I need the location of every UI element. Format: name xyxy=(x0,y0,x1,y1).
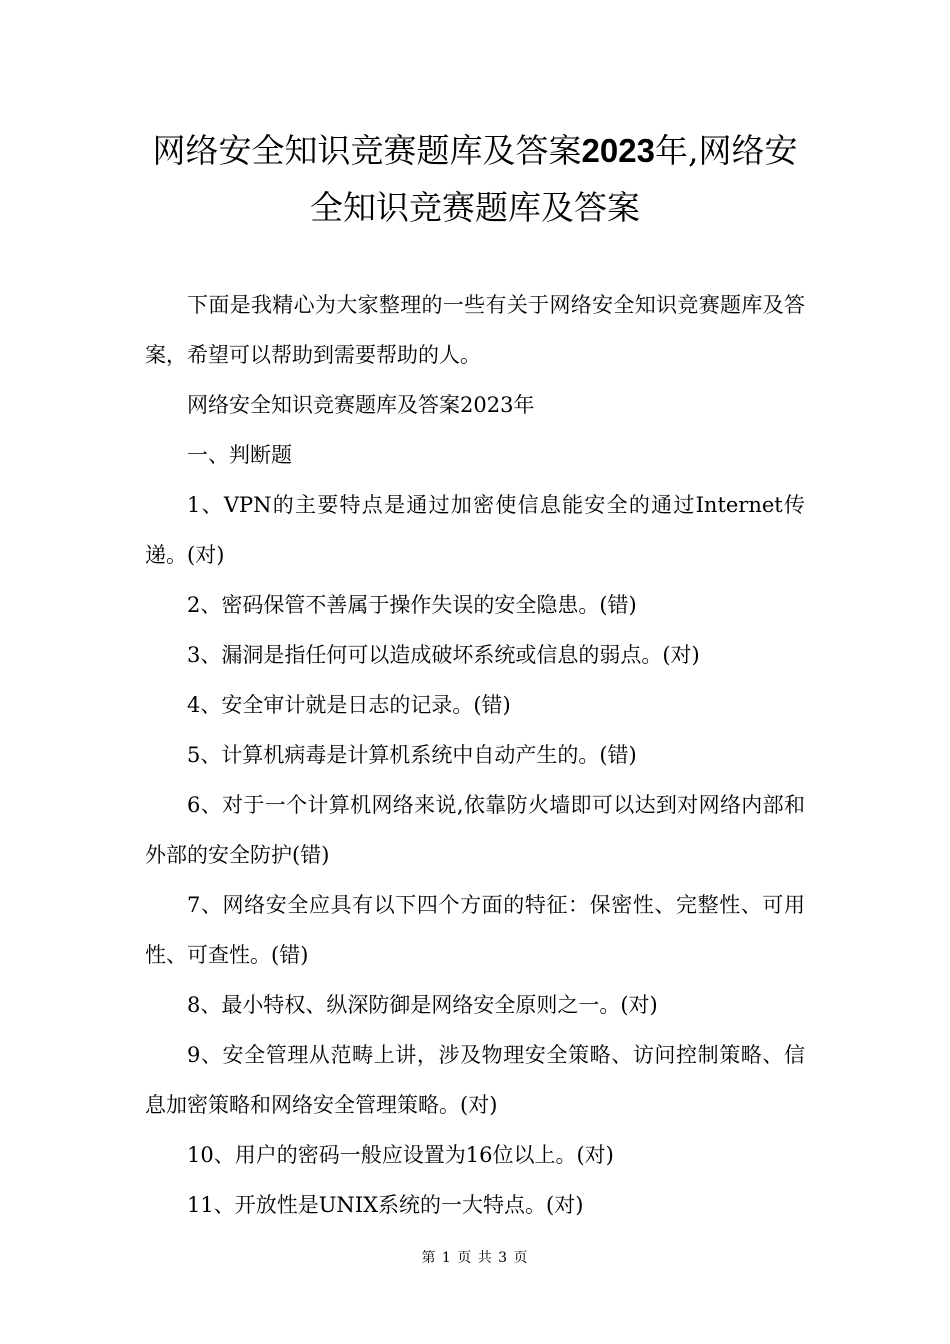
title-part-2: 年,网络安全知识竞赛题库及答案 xyxy=(310,131,798,227)
question-item: 1、VPN的主要特点是通过加密使信息能安全的通过Internet传递。(对) xyxy=(145,493,805,567)
document-title xyxy=(145,0,805,236)
question-item: 7、网络安全应具有以下四个方面的特征：保密性、完整性、可用性、可查性。(错) xyxy=(145,893,805,967)
document-body xyxy=(145,280,805,1230)
question-item: 6、对于一个计算机网络来说,依靠防火墙即可以达到对网络内部和外部的安全防护(错) xyxy=(145,793,805,867)
question-item: 10、用户的密码一般应设置为16位以上。(对) xyxy=(187,1143,614,1167)
question-item: 3、漏洞是指任何可以造成破坏系统或信息的弱点。(对) xyxy=(187,643,700,667)
paragraph-intro: 下面是我精心为大家整理的一些有关于网络安全知识竞赛题库及答案，希望可以帮助到需要帮助的人。 xyxy=(145,293,805,367)
paragraph-subtitle: 网络安全知识竞赛题库及答案2023年 xyxy=(187,393,535,417)
question-item: 11、开放性是UNIX系统的一大特点。(对) xyxy=(187,1193,584,1217)
question-item: 9、安全管理从范畴上讲，涉及物理安全策略、访问控制策略、信息加密策略和网络安全管理策略。(对) xyxy=(145,1043,805,1117)
question-item: 2、密码保管不善属于操作失误的安全隐患。(错) xyxy=(187,593,637,617)
question-item: 5、计算机病毒是计算机系统中自动产生的。(错) xyxy=(187,743,637,767)
title-year: 2023 xyxy=(581,132,655,169)
title-part-1: 网络安全知识竞赛题库及答案 xyxy=(152,131,582,170)
section-heading-judgement: 一、判断题 xyxy=(187,443,292,467)
question-item: 4、安全审计就是日志的记录。(错) xyxy=(187,693,511,717)
page-footer: 第 1 页 共 3 页 xyxy=(421,1250,529,1266)
question-item: 8、最小特权、纵深防御是网络安全原则之一。(对) xyxy=(187,993,658,1017)
